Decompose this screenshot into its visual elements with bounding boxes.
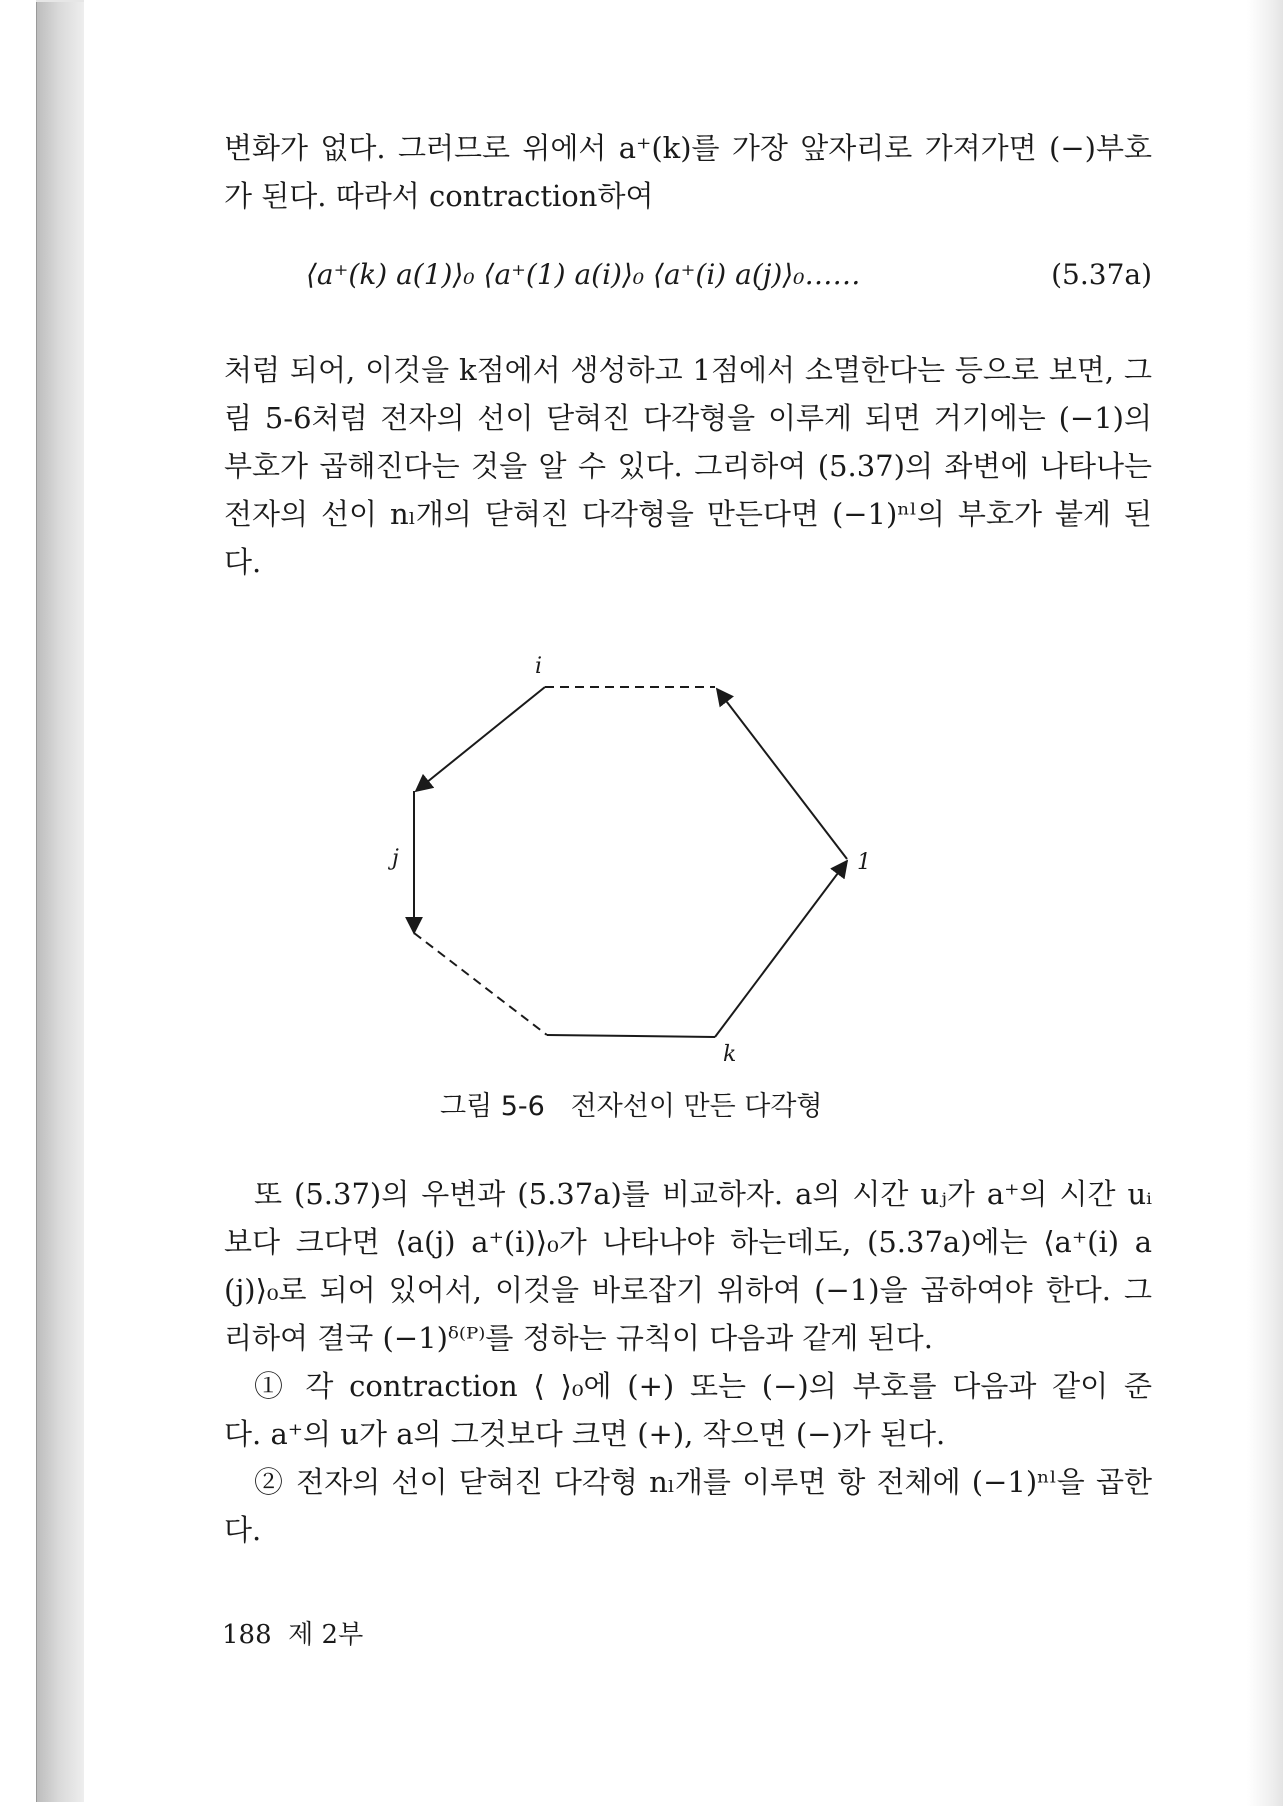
- rule-item-2: ② 전자의 선이 닫혀진 다각형 nₗ개를 이루면 항 전체에 (−1)ⁿˡ을 곱한: [254, 1465, 1152, 1499]
- equation-expression: ⟨a⁺(k) a(1)⟩₀ ⟨a⁺(1) a(i)⟩₀ ⟨a⁺(i) a(j)⟩₀……: [306, 258, 861, 291]
- edge-bottom: [547, 1035, 715, 1037]
- edge-i-to-j: [416, 687, 545, 791]
- book-spine-edge: [36, 2, 85, 1802]
- figure-caption: 그림 5-6 전자선이 만든 다각형: [440, 1091, 823, 1122]
- vertex-label-k: k: [723, 1042, 737, 1065]
- vertex-label-1: 1: [857, 850, 871, 875]
- text-line: 처럼 되어, 이것을 k점에서 생성하고 1점에서 소멸한다는 등으로 보면, 그: [224, 353, 1152, 387]
- polygon-diagram: [380, 645, 900, 1065]
- rule-item-1: ① 각 contraction ⟨ ⟩₀에 (+) 또는 (−)의 부호를 다음과 같이 준: [254, 1369, 1152, 1403]
- text-line: 또 (5.37)의 우변과 (5.37a)를 비교하자. a의 시간 uⱼ가 a⁺의 시간 uᵢ: [254, 1177, 1152, 1211]
- text-line: 다. a⁺의 u가 a의 그것보다 크면 (+), 작으면 (−)가 된다.: [224, 1417, 946, 1451]
- text-line: 변화가 없다. 그러므로 위에서 a⁺(k)를 가장 앞자리로 가져가면 (−)부호: [224, 131, 1152, 165]
- text-line: 다.: [224, 545, 262, 579]
- text-line: 가 된다. 따라서 contraction하여: [224, 179, 654, 213]
- page-footer: 188 제 2부: [222, 1620, 364, 1650]
- text-line: 다.: [224, 1513, 262, 1547]
- dashed-edge-lower-left: [414, 933, 547, 1035]
- vertex-label-j: j: [392, 846, 399, 871]
- text-line: 부호가 곱해진다는 것을 알 수 있다. 그리하여 (5.37)의 좌변에 나타나는: [224, 449, 1152, 483]
- edge-k-to-1: [715, 861, 847, 1037]
- text-line: 보다 크다면 ⟨a(j) a⁺(i)⟩₀가 나타나야 하는데도, (5.37a)에는 ⟨a⁺(i) a: [224, 1225, 1152, 1259]
- edge-1-to-top: [717, 689, 847, 859]
- equation-number: (5.37a): [1051, 258, 1152, 291]
- page-right-shadow: [1247, 0, 1283, 1806]
- paragraph-2: [224, 346, 1152, 586]
- text-line: 전자의 선이 nₗ개의 닫혀진 다각형을 만든다면 (−1)ⁿˡ의 부호가 붙게 된: [224, 497, 1152, 531]
- text-line: 림 5-6처럼 전자의 선이 닫혀진 다각형을 이루게 되면 거기에는 (−1)의: [224, 401, 1152, 435]
- paragraph-3: [224, 1170, 1152, 1554]
- text-line: (j)⟩₀로 되어 있어서, 이것을 바로잡기 위하여 (−1)을 곱하여야 한다. 그: [224, 1273, 1152, 1307]
- text-line: 리하여 결국 (−1)ᵟ⁽ᴾ⁾를 정하는 규칙이 다음과 같게 된다.: [224, 1321, 933, 1355]
- vertex-label-i: i: [535, 654, 543, 679]
- figure-5-6: [380, 645, 900, 1065]
- paragraph-1: [224, 124, 1152, 220]
